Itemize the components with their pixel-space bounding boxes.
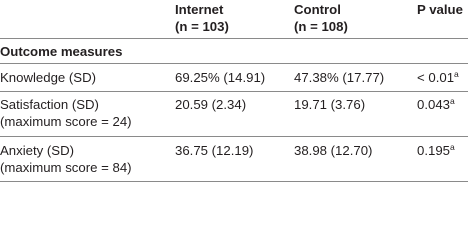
row-satisfaction-sublabel: (maximum score = 24) [0, 114, 132, 129]
row-anxiety-control: 38.98 (12.70) [294, 143, 373, 158]
row-satisfaction-label: Satisfaction (SD) [0, 97, 99, 112]
row-anxiety-pvalue: 0.195$^a$ [417, 142, 455, 158]
row-satisfaction-internet: 20.59 (2.34) [175, 97, 247, 112]
row-satisfaction-control: 19.71 (3.76) [294, 97, 366, 112]
footnote-marker: a [450, 96, 455, 106]
row-knowledge-control: 47.38% (17.77) [294, 70, 385, 85]
row-anxiety-internet: 36.75 (12.19) [175, 143, 254, 158]
row-rule [0, 91, 468, 92]
footnote-marker: a [454, 69, 459, 79]
row-knowledge-label: Knowledge (SD) [0, 70, 97, 85]
row-anxiety-label: Anxiety (SD) [0, 143, 75, 158]
control-column-header: Control [294, 2, 341, 17]
internet-column-header: Internet [175, 2, 224, 17]
internet-n: (n = 103) [175, 19, 229, 34]
header-rule [0, 38, 468, 39]
section-header: Outcome measures [0, 44, 123, 59]
row-knowledge-internet: 69.25% (14.91) [175, 70, 266, 85]
footnote-marker: a [450, 142, 455, 152]
row-satisfaction-pvalue: 0.043$^a$ [417, 96, 455, 112]
row-rule [0, 136, 468, 137]
control-n: (n = 108) [294, 19, 348, 34]
row-anxiety-sublabel: (maximum score = 84) [0, 160, 132, 175]
bottom-rule [0, 181, 468, 182]
pvalue-column-header: P value [417, 2, 463, 17]
section-rule [0, 63, 468, 64]
row-knowledge-pvalue: < 0.01$^a$ [417, 69, 459, 85]
